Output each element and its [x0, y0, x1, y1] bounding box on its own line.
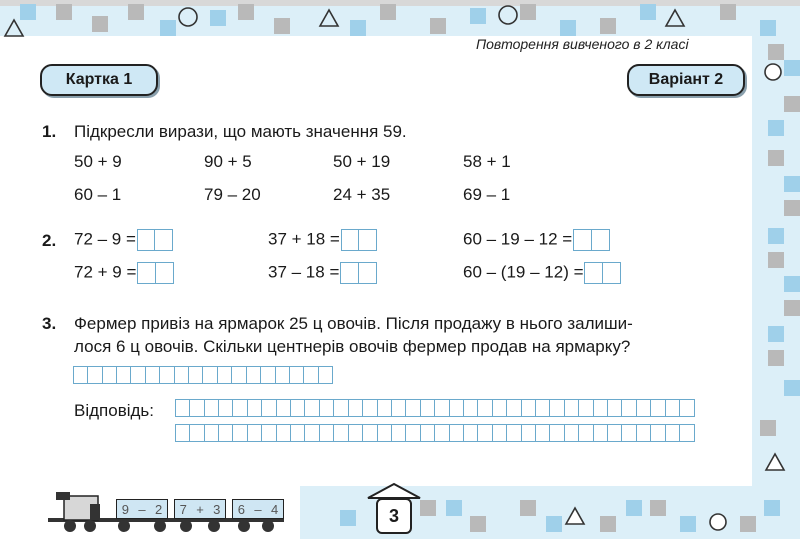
grid-cell[interactable] — [232, 424, 248, 442]
grid-cell[interactable] — [621, 399, 637, 417]
expression: 50 + 19 — [333, 152, 391, 171]
equation-row — [463, 262, 621, 284]
grid-cell[interactable] — [145, 366, 161, 384]
grid-cell[interactable] — [607, 399, 623, 417]
grid-cell[interactable] — [348, 399, 364, 417]
grid-cell[interactable] — [434, 424, 450, 442]
grid-cell[interactable] — [87, 366, 103, 384]
equation-text: 37 + 18 = — [268, 229, 340, 249]
task-3-number: 3. — [42, 314, 57, 333]
equation-text: 60 – 19 – 12 = — [463, 229, 573, 249]
task-2-number: 2. — [42, 231, 57, 250]
grid-cell[interactable] — [188, 366, 204, 384]
grid-cell[interactable] — [593, 399, 609, 417]
grid-cell[interactable] — [477, 424, 493, 442]
grid-cell[interactable] — [73, 366, 89, 384]
grid-cell[interactable] — [377, 399, 393, 417]
grid-cell[interactable] — [506, 399, 522, 417]
grid-cell[interactable] — [218, 399, 234, 417]
grid-cell[interactable] — [261, 399, 277, 417]
grid-cell[interactable] — [231, 366, 247, 384]
expression: 24 + 35 — [333, 185, 391, 204]
grid-cell[interactable] — [665, 424, 681, 442]
grid-cell[interactable] — [232, 399, 248, 417]
expression: 58 + 1 — [463, 152, 511, 171]
grid-cell[interactable] — [290, 399, 306, 417]
equation-text: 72 + 9 = — [74, 262, 137, 282]
grid-cell[interactable] — [405, 424, 421, 442]
solution-grid[interactable] — [74, 366, 333, 384]
grid-cell[interactable] — [159, 366, 175, 384]
expression: 90 + 5 — [204, 152, 252, 171]
grid-cell[interactable] — [449, 424, 465, 442]
grid-cell[interactable] — [449, 399, 465, 417]
equation-text: 37 – 18 = — [268, 262, 340, 282]
grid-cell[interactable] — [578, 424, 594, 442]
card-label: Картка 1 — [40, 64, 158, 96]
grid-cell[interactable] — [304, 424, 320, 442]
answer-grid-row-1[interactable] — [176, 399, 695, 417]
grid-cell[interactable] — [290, 424, 306, 442]
task-1-instruction: Підкресли вирази, що мають значення 59. — [74, 122, 407, 141]
answer-boxes[interactable] — [574, 229, 609, 251]
grid-cell[interactable] — [304, 399, 320, 417]
grid-cell[interactable] — [463, 399, 479, 417]
variant-label: Варіант 2 — [627, 64, 745, 96]
answer-boxes[interactable] — [342, 229, 377, 251]
grid-cell[interactable] — [130, 366, 146, 384]
equation-text: 72 – 9 = — [74, 229, 136, 249]
page-number: 3 — [376, 498, 412, 534]
equation-row — [74, 262, 174, 284]
topic-heading: Повторення вивченого в 2 класі — [476, 36, 689, 52]
train-car-2: 7 + 3 — [174, 499, 226, 519]
grid-cell[interactable] — [289, 366, 305, 384]
equation-row — [74, 229, 173, 251]
grid-cell[interactable] — [102, 366, 118, 384]
grid-cell[interactable] — [607, 424, 623, 442]
answer-label: Відповідь: — [74, 401, 155, 420]
train-car-3: 6 – 4 — [232, 499, 284, 519]
task-3-text-line-2: лося 6 ц овочів. Скільки центнерів овочів фермер продав на ярмарку? — [74, 337, 631, 356]
grid-cell[interactable] — [362, 399, 378, 417]
grid-cell[interactable] — [275, 366, 291, 384]
task-3-text-line-1: Фермер привіз на ярмарок 25 ц овочів. Після продажу в нього залиши- — [74, 314, 633, 333]
expression: 60 – 1 — [74, 185, 122, 204]
grid-cell[interactable] — [303, 366, 319, 384]
grid-cell[interactable] — [319, 399, 335, 417]
grid-cell[interactable] — [362, 424, 378, 442]
grid-cell[interactable] — [261, 424, 277, 442]
grid-cell[interactable] — [318, 366, 334, 384]
grid-cell[interactable] — [175, 424, 191, 442]
grid-cell[interactable] — [202, 366, 218, 384]
grid-cell[interactable] — [535, 399, 551, 417]
expression: 69 – 1 — [463, 185, 511, 204]
grid-cell[interactable] — [217, 366, 233, 384]
grid-cell[interactable] — [175, 399, 191, 417]
answer-grid-row-2[interactable] — [176, 424, 695, 442]
grid-cell[interactable] — [246, 366, 262, 384]
grid-cell[interactable] — [319, 424, 335, 442]
equation-text: 60 – (19 – 12) = — [463, 262, 584, 282]
grid-cell[interactable] — [377, 424, 393, 442]
grid-cell[interactable] — [564, 424, 580, 442]
grid-cell[interactable] — [549, 399, 565, 417]
grid-cell[interactable] — [636, 424, 652, 442]
circle-icon — [765, 64, 781, 80]
grid-cell[interactable] — [391, 399, 407, 417]
grid-cell[interactable] — [204, 424, 220, 442]
grid-cell[interactable] — [348, 424, 364, 442]
grid-cell[interactable] — [420, 424, 436, 442]
grid-cell[interactable] — [218, 424, 234, 442]
grid-cell[interactable] — [578, 399, 594, 417]
expression: 50 + 9 — [74, 152, 122, 171]
grid-cell[interactable] — [679, 424, 695, 442]
grid-cell[interactable] — [477, 399, 493, 417]
equation-row — [268, 262, 377, 284]
grid-cell[interactable] — [391, 424, 407, 442]
grid-cell[interactable] — [276, 399, 292, 417]
answer-boxes[interactable] — [138, 229, 173, 251]
grid-cell[interactable] — [636, 399, 652, 417]
grid-cell[interactable] — [189, 424, 205, 442]
grid-cell[interactable] — [463, 424, 479, 442]
train-car-1: 9 – 2 — [116, 499, 168, 519]
grid-cell[interactable] — [434, 399, 450, 417]
grid-cell[interactable] — [492, 399, 508, 417]
circle-icon — [710, 514, 726, 530]
grid-cell[interactable] — [506, 424, 522, 442]
grid-cell[interactable] — [593, 424, 609, 442]
expression: 79 – 20 — [204, 185, 261, 204]
grid-cell[interactable] — [521, 399, 537, 417]
grid-cell[interactable] — [405, 399, 421, 417]
grid-cell[interactable] — [621, 424, 637, 442]
grid-cell[interactable] — [276, 424, 292, 442]
grid-cell[interactable] — [492, 424, 508, 442]
grid-cell[interactable] — [174, 366, 190, 384]
equation-row — [463, 229, 610, 251]
equation-row — [268, 229, 377, 251]
grid-cell[interactable] — [247, 424, 263, 442]
grid-cell[interactable] — [333, 424, 349, 442]
grid-cell[interactable] — [247, 399, 263, 417]
task-1-number: 1. — [42, 122, 57, 141]
grid-cell[interactable] — [521, 424, 537, 442]
grid-cell[interactable] — [650, 424, 666, 442]
grid-cell[interactable] — [650, 399, 666, 417]
grid-cell[interactable] — [564, 399, 580, 417]
grid-cell[interactable] — [333, 399, 349, 417]
grid-cell[interactable] — [679, 399, 695, 417]
grid-cell[interactable] — [260, 366, 276, 384]
answer-boxes[interactable] — [341, 262, 376, 284]
answer-boxes[interactable] — [586, 262, 621, 284]
grid-cell[interactable] — [204, 399, 220, 417]
grid-cell[interactable] — [665, 399, 681, 417]
grid-cell[interactable] — [189, 399, 205, 417]
grid-cell[interactable] — [420, 399, 436, 417]
grid-cell[interactable] — [535, 424, 551, 442]
grid-cell[interactable] — [549, 424, 565, 442]
answer-boxes[interactable] — [138, 262, 173, 284]
grid-cell[interactable] — [116, 366, 132, 384]
